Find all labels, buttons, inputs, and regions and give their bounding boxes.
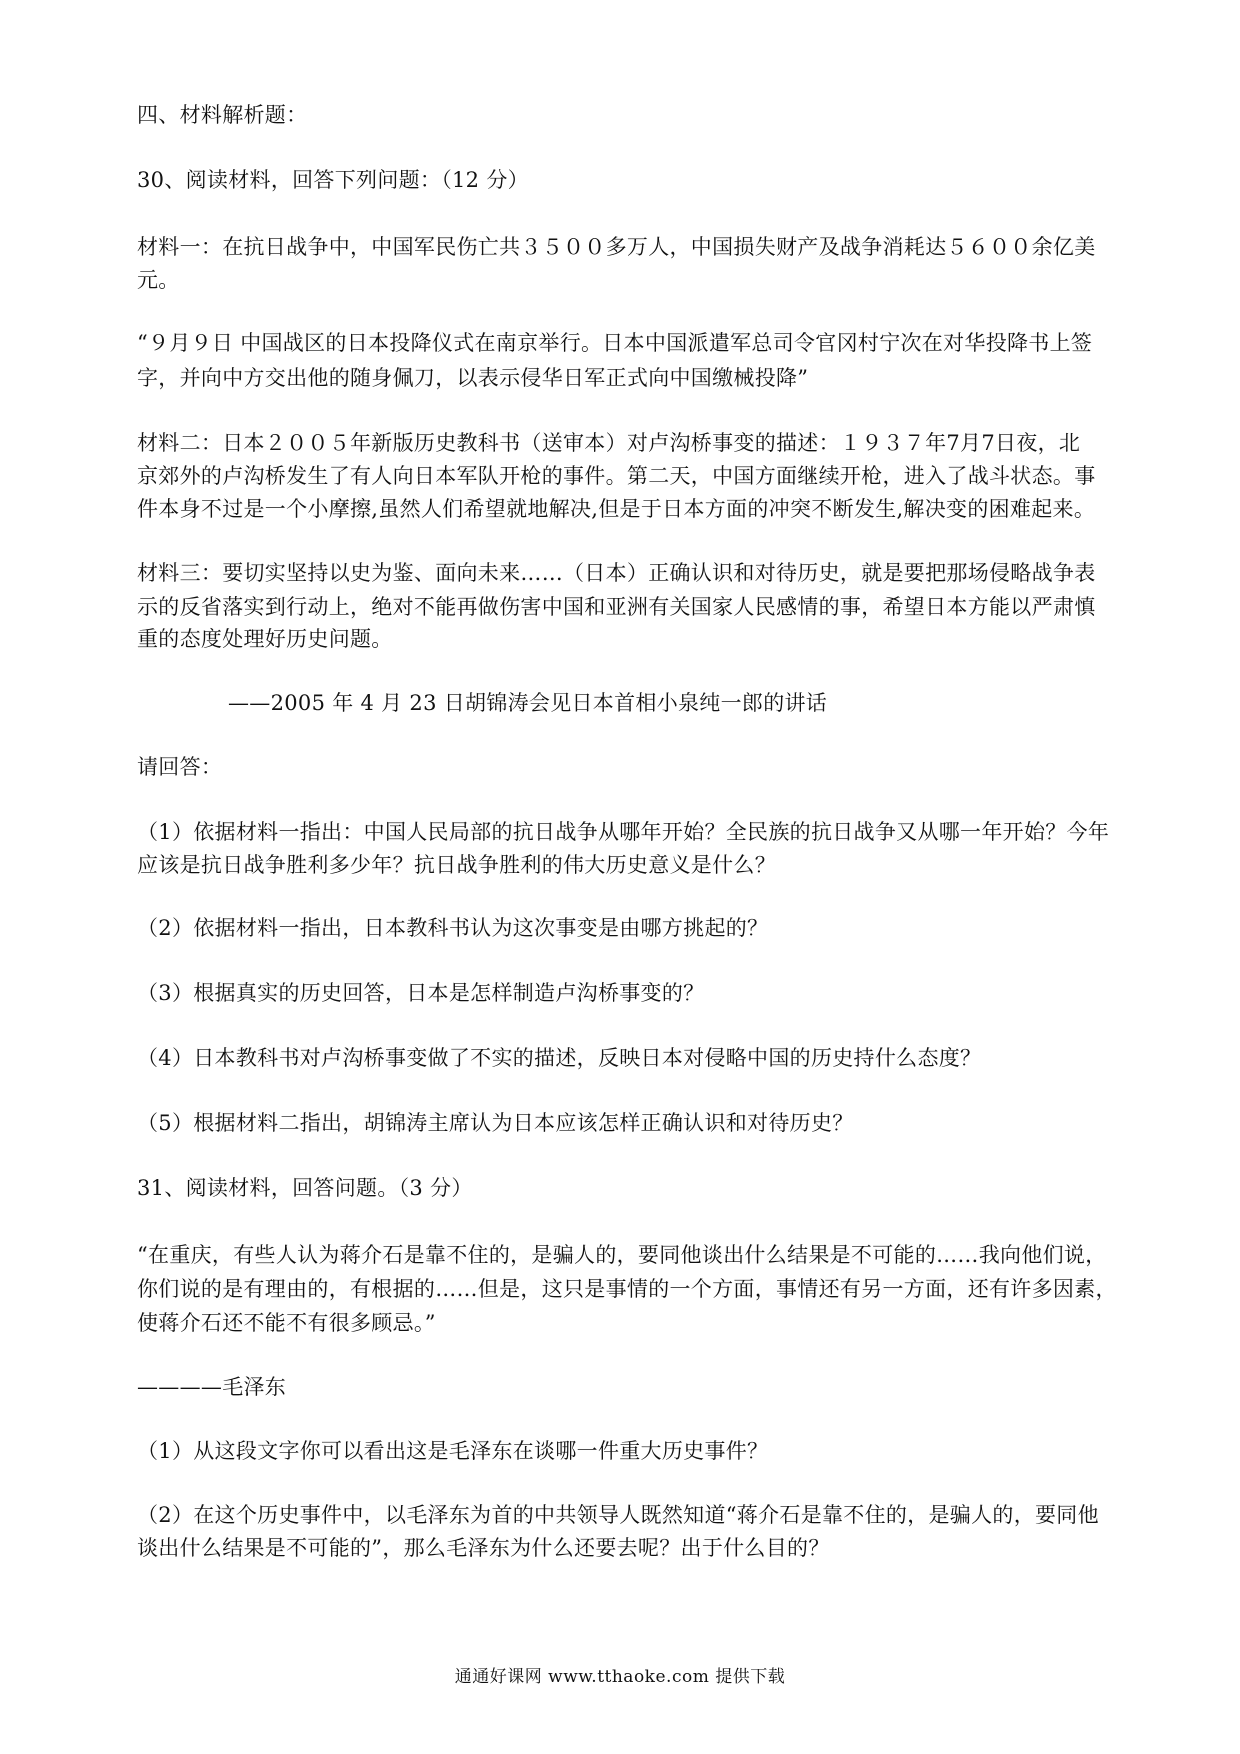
q31-attribution: ————毛泽东: [137, 1375, 287, 1399]
q30-sub2: （2）依据材料一指出，日本教科书认为这次事变是由哪方挑起的？: [137, 916, 769, 940]
q31-quote-line1: “在重庆，有些人认为蒋介石是靠不住的，是骗人的，要同他谈出什么结果是不可能的……我向他们说，: [137, 1243, 1107, 1267]
q30-sub5: （5）根据材料二指出，胡锦涛主席认为日本应该怎样正确认识和对待历史？: [137, 1111, 854, 1135]
q30-prompt: 请回答：: [137, 755, 223, 779]
q31-sub1: （1）从这段文字你可以看出这是毛泽东在谈哪一件重大历史事件？: [137, 1439, 769, 1463]
q30-sub1-line1: （1）依据材料一指出：中国人民局部的抗日战争从哪年开始？全民族的抗日战争又从哪一年开始？今年: [137, 820, 1110, 844]
q30-material1-line2: 元。: [137, 268, 180, 292]
q30-material3-line2: 示的反省落实到行动上，绝对不能再做伤害中国和亚洲有关国家人民感情的事，希望日本方能以严肃慎: [137, 595, 1096, 619]
q30-quote-line1: “９月９日 中国战区的日本投降仪式在南京举行。日本中国派遣军总司令官冈村宁次在对华投降书上签: [137, 331, 1093, 355]
q30-sub3: （3）根据真实的历史回答，日本是怎样制造卢沟桥事变的？: [137, 981, 705, 1005]
q30-material3-line3: 重的态度处理好历史问题。: [137, 627, 393, 651]
q31-sub2-line2: 谈出什么结果是不可能的”，那么毛泽东为什么还要去呢？出于什么目的？: [137, 1536, 830, 1560]
q30-sub4: （4）日本教科书对卢沟桥事变做了不实的描述，反映日本对侵略中国的历史持什么态度？: [137, 1046, 982, 1070]
q30-sub1-line2: 应该是抗日战争胜利多少年？抗日战争胜利的伟大历史意义是什么？: [137, 853, 776, 877]
q30-material2-line3: 件本身不过是一个小摩擦,虽然人们希望就地解决,但是于日本方面的冲突不断发生,解决变的困难起来。: [137, 497, 1096, 521]
q30-material1-line1: 材料一：在抗日战争中，中国军民伤亡共３５００多万人，中国损失财产及战争消耗达５６００余亿美: [137, 235, 1096, 259]
page-footer: 通通好课网 www.tthaoke.com 提供下载: [454, 1667, 786, 1687]
q31-sub2-line1: （2）在这个历史事件中，以毛泽东为首的中共领导人既然知道“蒋介石是靠不住的，是骗人的，要同他: [137, 1503, 1099, 1527]
q31-quote-line2: 你们说的是有理由的，有根据的……但是，这只是事情的一个方面，事情还有另一方面，还有许多因素，: [137, 1277, 1117, 1301]
q31-heading: 31、阅读材料，回答问题。（3 分）: [137, 1176, 473, 1200]
q30-material3-line1: 材料三：要切实坚持以史为鉴、面向未来……（日本）正确认识和对待历史，就是要把那场侵略战争表: [137, 561, 1096, 585]
q30-quote-line2: 字，并向中方交出他的随身佩刀，以表示侵华日军正式向中国缴械投降”: [137, 366, 809, 390]
section-title: 四、材料解析题：: [137, 103, 308, 127]
q30-attribution: ——2005 年 4 月 23 日胡锦涛会见日本首相小泉纯一郎的讲话: [228, 691, 828, 715]
q30-material2-line1: 材料二：日本２００５年新版历史教科书（送审本）对卢沟桥事变的描述：１９３７年7月7日夜，北: [137, 431, 1081, 455]
q30-material2-line2: 京郊外的卢沟桥发生了有人向日本军队开枪的事件。第二天，中国方面继续开枪，进入了战斗状态。事: [137, 464, 1096, 488]
q31-quote-line3: 使蒋介石还不能不有很多顾忌。”: [137, 1311, 436, 1335]
q30-heading: 30、阅读材料，回答下列问题：（12 分）: [137, 168, 529, 192]
